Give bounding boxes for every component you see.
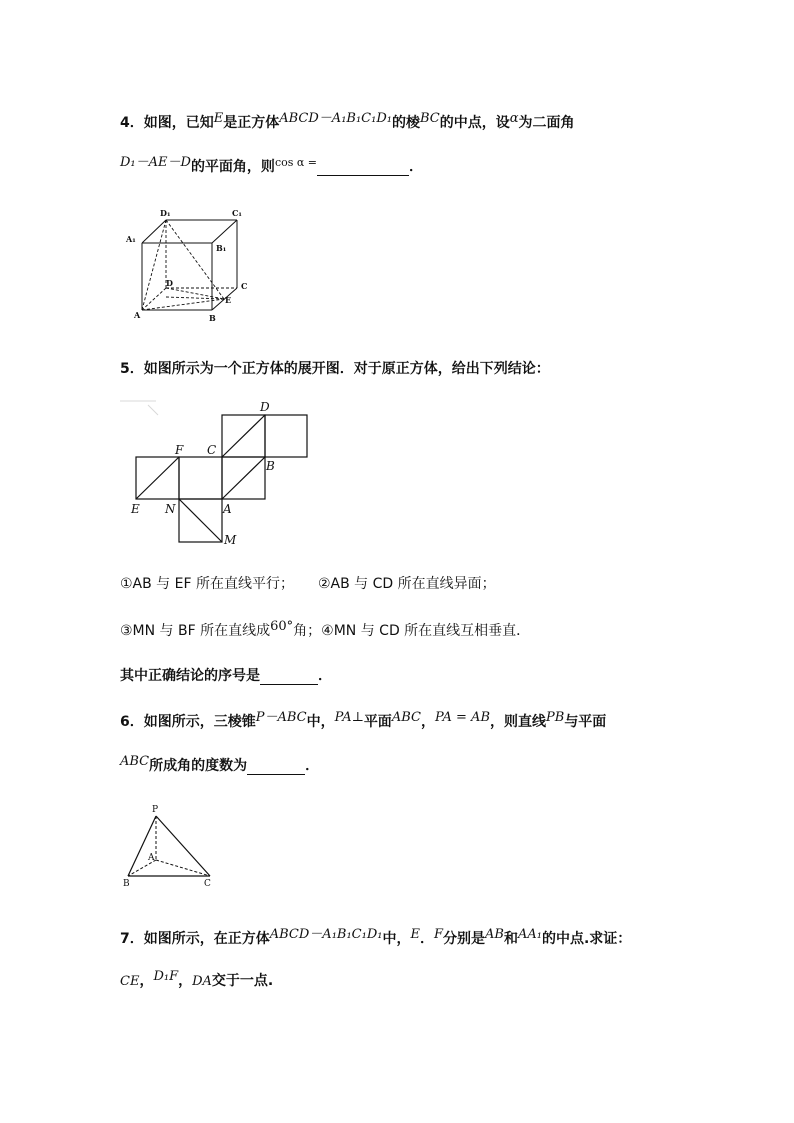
q5-math-angle: 60° <box>270 619 294 634</box>
q7-math-DA: DA <box>192 974 212 989</box>
q5-ask: 其中正确结论的序号是 <box>120 668 260 684</box>
q5-ask-line <box>120 665 332 685</box>
q6-label-B: B <box>123 879 130 889</box>
q6-text: 与平面 <box>564 714 607 730</box>
q6-label-A: A <box>148 853 155 863</box>
q4-answer-blank[interactable] <box>317 161 409 176</box>
q7-math-AB: AB <box>485 927 504 942</box>
q7-math-AA1: AA₁ <box>517 927 542 942</box>
q6-math-pabc: P－ABC <box>255 710 307 725</box>
q5-label-F: F <box>175 443 184 457</box>
q7-math-E: E <box>410 927 420 942</box>
q4-label-C: C <box>241 281 248 291</box>
q7-math-F: F <box>433 927 443 942</box>
q6-number: 6．如图所示，三棱锥 <box>120 714 256 730</box>
q7-line-1 <box>120 928 631 948</box>
q5-conclusion-3: ③MN 与 BF 所在直线成 <box>120 623 271 639</box>
q6-end: ． <box>305 758 320 774</box>
q6-label-C: C <box>204 879 211 889</box>
q4-text: 的棱 <box>391 115 420 131</box>
q6-math-abc2: ABC <box>120 754 150 769</box>
q4-text: 如图，已知 <box>143 115 214 131</box>
q4-line-1 <box>120 112 575 132</box>
q6-text: 所成角的度数为 <box>149 758 248 774</box>
q5-conclusions-line-2 <box>120 620 530 640</box>
q4-label-E: E <box>225 295 232 305</box>
q6-math-perp: PA⊥ <box>334 710 364 725</box>
q5-label-B: B <box>266 459 275 473</box>
q7-text: 的中点.求证： <box>541 931 632 947</box>
q6-text: ， <box>420 714 435 730</box>
q4-math-dihedral: D₁－AE－D <box>120 155 191 170</box>
q4-label-D: D <box>166 278 173 288</box>
q5-label-N: N <box>165 502 176 516</box>
q5-label-E: E <box>131 502 140 516</box>
q4-end: ． <box>409 159 424 175</box>
q6-text: 平面 <box>363 714 392 730</box>
q6-math-eq: PA = AB <box>434 710 490 725</box>
q5-label-A: A <box>223 502 232 516</box>
q4-math-BC: BC <box>419 111 440 126</box>
q4-number: 4． <box>120 115 144 131</box>
q7-text: 中， <box>382 931 411 947</box>
q6-line-2 <box>120 755 319 775</box>
q4-text: 是正方体 <box>223 115 280 131</box>
q4-label-B: B <box>209 313 216 323</box>
q5-conclusions-line-1 <box>120 573 496 593</box>
q4-label-B1: B₁ <box>216 243 227 253</box>
q6-math-pb: PB <box>546 710 565 725</box>
q7-text: 交于一点. <box>211 973 274 989</box>
q4-math-alpha: α <box>509 111 519 126</box>
q7-text: 和 <box>503 931 518 947</box>
q6-math-abc: ABC <box>391 710 421 725</box>
q4-label-C1: C₁ <box>232 208 242 218</box>
q5-conclusion-2: ②AB 与 CD 所在直线异面； <box>317 576 496 592</box>
q5-conclusion-4: 角；④MN 与 CD 所在直线互相垂直． <box>293 623 531 639</box>
q7-math-D1F: D₁F <box>153 969 179 984</box>
q6-label-P: P <box>152 805 159 815</box>
q4-label-D1: D₁ <box>160 208 171 218</box>
q6-text: ，则直线 <box>490 714 546 730</box>
q7-text: ， <box>178 973 193 989</box>
q7-math-CE: CE <box>120 974 140 989</box>
q4-text: 的中点，设 <box>439 115 510 131</box>
q6-answer-blank[interactable] <box>247 760 305 775</box>
q4-cube-figure <box>122 205 252 330</box>
q4-label-A: A <box>134 310 141 320</box>
q7-math-cube: ABCD－A₁B₁C₁D₁ <box>269 927 383 942</box>
q4-math-cos: cos α = <box>274 156 318 169</box>
q5-intro: 5．如图所示为一个正方体的展开图．对于原正方体，给出下列结论： <box>120 361 550 377</box>
q6-line-1 <box>120 711 606 731</box>
q6-pyramid-figure <box>118 800 228 892</box>
q7-line-2 <box>120 970 273 990</box>
q4-text: 为二面角 <box>518 115 575 131</box>
q4-math-E: E <box>213 111 224 126</box>
q7-text: ． <box>419 931 434 947</box>
q5-label-M: M <box>224 533 237 547</box>
q5-cube-net-figure <box>118 395 318 550</box>
q7-text: 分别是 <box>443 931 485 947</box>
q5-label-D: D <box>260 400 270 414</box>
q4-line-2 <box>120 156 423 176</box>
q4-text: 的平面角，则 <box>190 159 275 175</box>
q5-conclusion-1: ①AB 与 EF 所在直线平行； <box>120 576 294 592</box>
q4-label-A1: A₁ <box>126 234 136 244</box>
q7-text: ， <box>139 973 154 989</box>
q5-label-C: C <box>207 443 217 457</box>
q4-math-cube: ABCD－A₁B₁C₁D₁ <box>279 111 392 126</box>
q5-end: ． <box>318 668 332 684</box>
q5-answer-blank[interactable] <box>260 670 318 685</box>
q7-number: 7．如图所示，在正方体 <box>120 931 270 947</box>
q6-text: 中， <box>306 714 335 730</box>
